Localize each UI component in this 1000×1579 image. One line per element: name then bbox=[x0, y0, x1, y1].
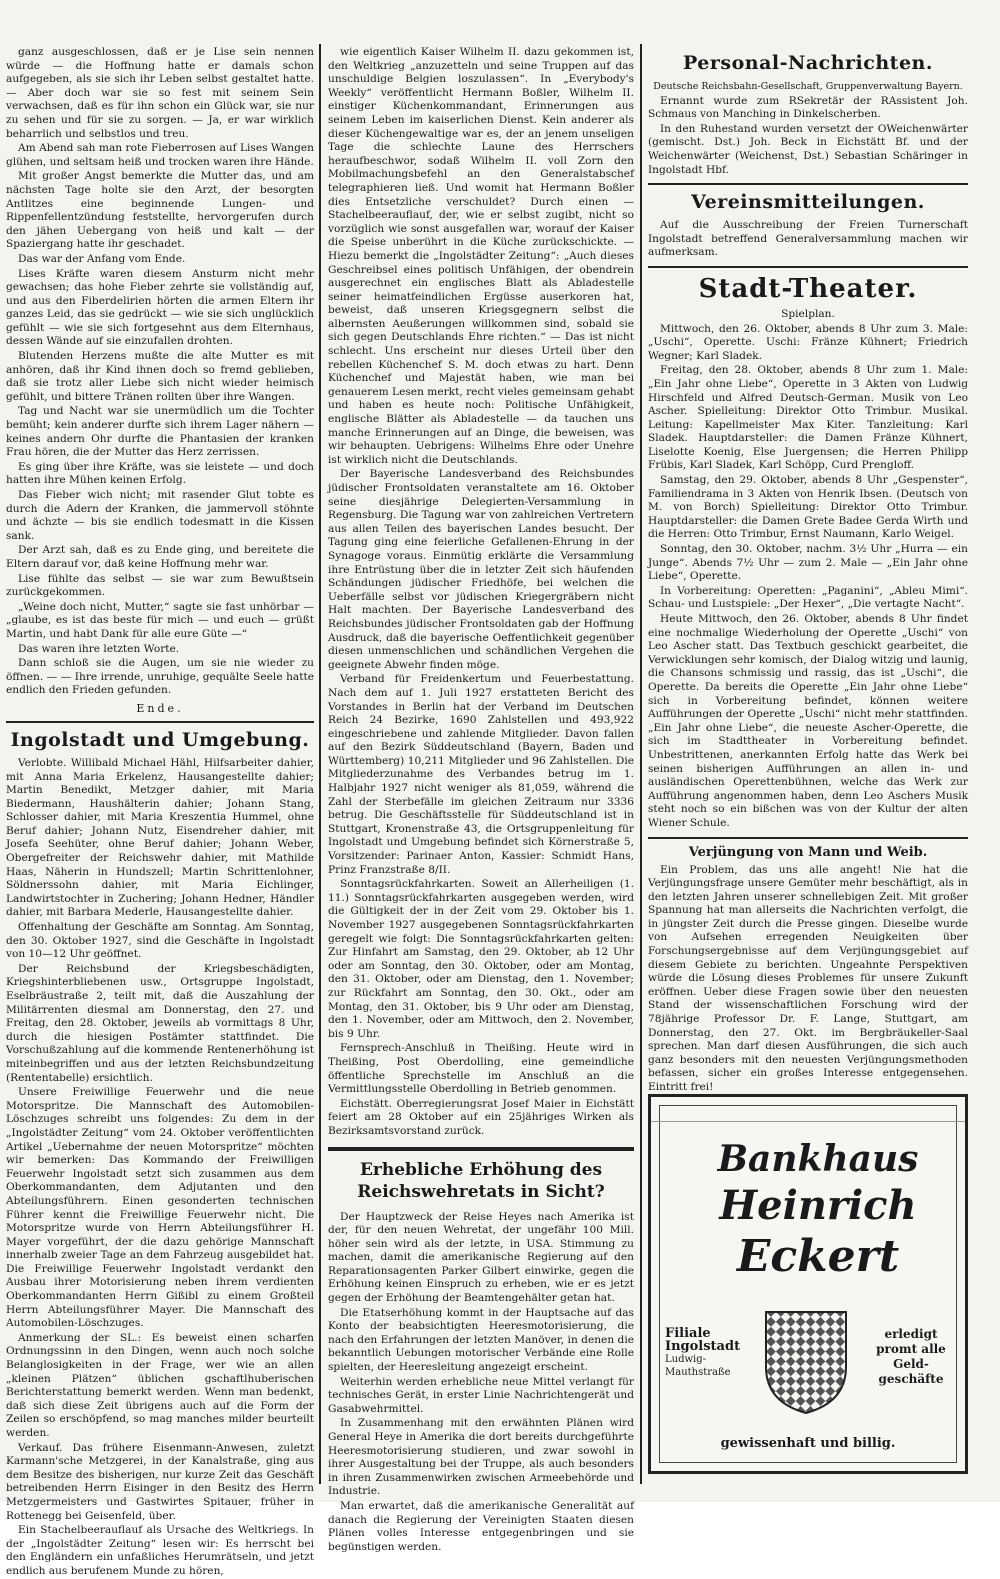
story-paragraph: Am Abend sah man rote Fieberrosen auf Lises Wangen glühen, und seltsam heiß und trocken waren ihre Hände. bbox=[6, 142, 314, 168]
ad-brand-line3: Eckert bbox=[736, 1231, 900, 1282]
story-paragraph: Das war der Anfang vom Ende. bbox=[18, 252, 186, 265]
story-paragraph: Das Fieber wich nicht; mit rasender Glut tobte es durch die Adern der Kranken, die jammervoll stöhnte und ächzte — bis sie endlich todesmatt in die Kissen sank. bbox=[6, 489, 314, 542]
verein-title: Vereinsmitteilungen. bbox=[691, 191, 925, 214]
article-paragraph: In Zusammenhang mit den erwähnten Plänen wird General Heye in Amerika die dort bereits durchgeführte Heeresmotorisierung studieren, und zwar sowohl in ihrer Ausgestaltung bei der Truppe, als auch besonders in ihren Zusammenwirken zwischen Armeebehörde und Industrie. bbox=[328, 1417, 634, 1498]
local-news-paragraph: Anmerkung der SL.: Es beweist einen scharfen Ordnungssinn in den Dingen, wenn auch noch solche Belanglosigkeiten in der Frage, wer wie an allen „kleinen Plätzen“ üblichen gschaftlhuberischen Berichterstattung bemerkt werden. Wenn man bedenkt, daß sich diese Zeit übrigens auch auf die Form der Zeilen so erschöpfend, so mag manches milder beurteilt werden. bbox=[6, 1331, 314, 1439]
article-paragraph: Eichstätt. Oberregierungsrat Josef Maier in Eichstätt feiert am 28 Oktober auf ein 25jähriges Wirken als Bezirksamtsvorstand zurück. bbox=[328, 1097, 634, 1137]
divider bbox=[648, 183, 968, 185]
ad-branch-info bbox=[665, 1327, 745, 1379]
ad-brand-logo bbox=[691, 1137, 945, 1307]
story-paragraph: Dann schloß sie die Augen, um sie nie wieder zu öffnen. — — Ihre irrende, unruhige, gequälte Seele hatte endlich den Frieden gefunden. bbox=[6, 657, 314, 697]
divider bbox=[648, 266, 968, 268]
local-news-paragraph: Verlobte. Willibald Michael Hähl, Hilfsarbeiter dahier, mit Anna Maria Erkelenz, Hausangestellte dahier; Martin Benedikt, Metzger dahier, mit Maria Biedermann, Haushälterin dahier; Johann Stang, Schlosser dahier, mit Maria Kreszentia Hummel, ohne Beruf dahier; Johann Nutz, Eisendreher dahier, mit Josefa Seehüter, ohne Beruf dahier; Johann Weber, Obergefreiter der Reichswehr dahier, mit Mathilde Haas, Näherin in Hundszell; Martin Schrittenlohner, Söldnerssohn dahier, mit Maria Eichlinger, Landwirtstochter in Zuchering; Johann Hedner, Händler dahier, mit Barbara Mederle, Hausangestellte dahier. bbox=[6, 756, 314, 919]
column-3 bbox=[648, 46, 968, 1093]
story-paragraph: ganz ausgeschlossen, daß er je Lise sein nennen würde — die Hoffnung hatte er damals schon aufgegeben, als sie sich ihr Leben selbst gestaltet hatte. — Aber doch war sie so fest mit seinem Sein verwachsen, daß es für ihn schon ein Glück war, sie nur zu sehen und für sie zu sorgen. — Ja, er war wirklich beharrlich und selbstlos und treu. bbox=[6, 46, 314, 140]
theater-title: Stadt-Theater. bbox=[698, 273, 918, 304]
article-paragraph: Fernsprech-Anschluß in Theißing. Heute wird in Theißing, Post Oberdolling, eine gemeindliche öffentliche Sprechstelle im Anschluß an die Vermittlungsstelle Oberdolling in Betrieb genommen. bbox=[328, 1042, 634, 1096]
headline-reichswehretat: Erhebliche Erhöhung des Reichswehretats in Sicht? bbox=[357, 1159, 605, 1202]
local-news-paragraph: Offenhaltung der Geschäfte am Sonntag. Am Sonntag, den 30. Oktober 1927, sind die Geschäfte in Ingolstadt von 10—12 Uhr geöffnet. bbox=[6, 921, 314, 961]
personal-subtitle: Deutsche Reichsbahn-Gesellschaft, Gruppenverwaltung Bayern. bbox=[653, 81, 963, 92]
ad-brand-line2: Heinrich bbox=[719, 1182, 917, 1229]
column-2 bbox=[328, 46, 634, 1553]
theater-paragraph: Heute Mittwoch, den 26. Oktober, abends 8 Uhr findet eine nochmalige Wiederholung der Operette „Uschi“ von Leo Ascher statt. Das Textbuch geschickt gearbeitet, die Verwicklungen sehr komisch, der Dialog witzig und launig, die Chansons schmissig und rassig, das ist „Uschi“, die Operette. Da bereits die Operette „Ein Jahr ohne Liebe“ sich in Vorbereitung befindet, können weitere Aufführungen der Operette „Uschi“ nicht mehr stattfinden. „Ein Jahr ohne Liebe“, die neueste Ascher-Operette, die sich im Stadttheater in Vorbereitung befindet. Unbestrittenen, anerkannten Erfolg hatte das Werk bei seinen bisherigen Aufführungen an allen in- und ausländischen Operettenbühnen, welche das Werk zur Aufführung angenommen haben, denn Leo Aschers Musik steht noch so ein bißchen was von der Kultur der alten Wiener Schule. bbox=[648, 613, 968, 829]
story-paragraph: Mit großer Angst bemerkte die Mutter das, und am nächsten Tage holte sie den Arzt, der besorgten Antlitzes eine beginnende Lungen- und Rippenfellentzündung feststellte, hervorgerufen durch den jähen Uebergang von heiß und kalt — der Spaziergang hatte ihr geschadet. bbox=[6, 170, 314, 251]
article-paragraph: Verband für Freidenkertum und Feuerbestattung. Nach dem auf 1. Juli 1927 erstatteten Bericht des Vorstandes in Berlin hat der Verband im Deutschen Reich 24 Bezirke, 1690 Zahlstellen und 493,922 eingeschriebene und zahlende Mitglieder. Davon fallen auf den Bezirk Süddeutschland (Bayern, Baden und Württemberg) 10,211 Mitglieder und 96 Zahlstellen. Die Mitgliederzunahme des Verbandes betrug im 1. Halbjahr 1927 nicht weniger als 81,059, während die Zahl der Sterbefälle im gleichen Zeitraum nur 3336 betrug. Die Geschäftsstelle für Süddeutschland ist in Stuttgart, Kronenstraße 43, die Ortsgruppenleitung für Ingolstadt und Umgebung befindet sich Körnerstraße 5, Vorsitzender: Parinaer Anton, Kassier: Schmidt Hans, Prinz Franzstraße 8/II. bbox=[328, 673, 634, 876]
article-paragraph: Man erwartet, daß die amerikanische Generalität auf danach die Regierung der Vereinigten Staaten diesen Plänen volles Interesse entgegenbringen und sie begünstigen werden. bbox=[328, 1499, 634, 1553]
theater-paragraph: Sonntag, den 30. Oktober, nachm. 3½ Uhr „Hurra — ein Junge“. Abends 7½ Uhr — zum 2. Male — „Ein Jahr ohne Liebe“, Operette. bbox=[648, 543, 968, 583]
personal-paragraph: In den Ruhestand wurden versetzt der OWeichenwärter (gemischt. Dst.) Joh. Beck in Eichstätt Bf. und der Weichenwärter (Weichenst, Dst.) Sebastian Schäringer in Ingolstadt Hbf. bbox=[648, 122, 968, 176]
personal-news bbox=[648, 95, 968, 178]
column-1 bbox=[6, 46, 314, 1577]
article-reichswehretat bbox=[328, 1211, 634, 1555]
local-news-paragraph: Unsere Freiwillige Feuerwehr und die neue Motorspritze. Die Mannschaft des Automobilen-Löschzuges schreibt uns folgendes: Zu dem in der „Ingolstädter Zeitung“ vom 24. Oktober veröffentlichten Artikel „Uebernahme der neuen Motorspritze“ möchten wir bemerken: Das Kommando der Freiwilligen Feuerwehr Ingolstadt setzt sich zusammen aus dem Oberkommandanten, dem Adjutanten und den Abteilungsführern. Einen gesonderten technischen Führer kennt die Freiwillige Feuerwehr nicht. Die Motorspritze wurde von Herrn Abteilungsführer H. Mayer vorgeführt, der die dazu gehörige Mannschaft innerhalb zweier Tage an dem Fahrzeug ausgebildet hat. Die Freiwillige Feuerwehr Ingolstadt verdankt den Ausbau ihrer Motorisierung neben ihrem verdienten Oberkommandanten Herrn Gißibl zu einem Großteil Herrn Abteilungsführer Mayer. Die Mannschaft des Automobilen-Löschzuges. bbox=[6, 1086, 314, 1330]
story-paragraph: Tag und Nacht war sie unermüdlich um die Tochter bemüht; kein anderer durfte sich ihrem Lager nähern — keines andern Ohr durfte die Phantasien der kranken Frau hören, die der Mutter das Herz zerrissen. bbox=[6, 405, 314, 459]
personal-title: Personal-Nachrichten. bbox=[683, 52, 933, 74]
story-paragraph: Das waren ihre letzten Worte. bbox=[18, 642, 180, 655]
bank-advertisement bbox=[648, 1094, 968, 1474]
divider bbox=[328, 1147, 634, 1151]
article-paragraph: Der Bayerische Landesverband des Reichsbundes jüdischer Frontsoldaten veranstaltete am 16. Oktober seine diesjährige Delegierten-Versammlung in Regensburg. Die Tagung war von zahlreichen Vertretern aus allen Teilen des bayerischen Landes besucht. Der Tagung ging eine feierliche Gefallenen-Ehrung in der Synagoge voraus. Einmütig erklärte die Versammlung ihre Entrüstung über die in letzter Zeit sich häufenden Schändungen jüdischer Friedhöfe, bei welchen die Ueberfälle selbst vor jüdischen Kriegergräbern nicht Halt machten. Der Bayerische Landesverband des Reichsbundes jüdischer Frontsoldaten gab der Hoffnung Ausdruck, daß die bayerische Oeffentlichkeit gegenüber diesen unmenschlichen und schändlichen Vergehen die geeignete Abwehr finden möge. bbox=[328, 468, 634, 671]
article-paragraph: Weiterhin werden erhebliche neue Mittel verlangt für technisches Gerät, in erster Linie Nachrichtengerät und Gasabwehrmittel. bbox=[328, 1375, 634, 1415]
theater-paragraph: Samstag, den 29. Oktober, abends 8 Uhr „Gespenster“, Familiendrama in 3 Akten von Henrik Ibsen. (Deutsch von M. von Borch) Spielleitung: Direktor Otto Trimbur. Hauptdarsteller: die Damen Grete Badee Gerda Wirth und die Herren: Otto Trimbur, Ernst Naumann, Karlo Weigel. bbox=[648, 474, 968, 541]
local-news-paragraph: Verkauf. Das frühere Eisenmann-Anwesen, zuletzt Karmann'sche Metzgerei, in der Kanalstraße, ging aus dem Besitze des bisherigen, nur kurze Zeit das Geschäft betreibenden Herrn Eisinger in den Besitz des Herrn Metzgermeisters und Gastwirtes Spitauer, früher in Rottenegg bei Geisenfeld, über. bbox=[6, 1441, 314, 1522]
ad-decor-line bbox=[651, 1121, 965, 1122]
story-paragraph: Der Arzt sah, daß es zu Ende ging, und bereitete die Eltern darauf vor, daß keine Hoffnung mehr war. bbox=[6, 544, 314, 570]
divider bbox=[648, 837, 968, 839]
article-paragraph: Die Etatserhöhung kommt in der Hauptsache auf das Konto der beabsichtigten Heeresmotorisierung, die nach den Erfahrungen der letzten Manöver, in denen die bekanntlich Uebungen motorischer Verbände eine Rolle spielten, der Heeresleitung angezeigt erscheint. bbox=[328, 1306, 634, 1374]
ad-branch-street: Ludwig- Mauthstraße bbox=[665, 1354, 731, 1378]
article-paragraph: Der Hauptzweck der Reise Heyes nach Amerika ist der, für den neuen Wehretat, der ungefähr 100 Mill. höher sein wird als der letzte, in USA. Stimmung zu machen, damit die amerikanische Regierung auf den Reparationsagenten Parker Gilbert einwirke, gegen die Erhöhung keinen Einspruch zu erheben, wie er es jetzt gegen der Erhöhung der Beamtengehälter getan hat. bbox=[328, 1210, 634, 1305]
theater-paragraph: Mittwoch, den 26. Oktober, abends 8 Uhr zum 3. Male: „Uschi“, Operette. Uschi: Fränze Kühnert; Friedrich Wegner; Karl Sladek. bbox=[648, 322, 968, 362]
ad-slogan: gewissenhaft und billig. bbox=[720, 1436, 896, 1451]
story-end bbox=[6, 46, 314, 698]
verjuengung-text: Ein Problem, das uns alle angeht! Nie hat die Verjüngungsfrage unsere Gemüter mehr beschäftigt, als in den letzten Jahren unserer schnellebigen Zeit. Mit großer Spannung hat man allerseits die Nachrichten verfolgt, die in jüngster Zeit durch die Presse gingen. Dieselbe wurde von Aufsehen erregenden Neuigkeiten über Forschungsergebnisse auf dem Verjüngungsgebiet auf diesem Gebiete zu berichten. Ungeahnte Perspektiven würde die Lösung dieses Problemes für unsere Zukunft eröffnen. Ueber diese Fragen sowie über den neuesten Stand der wissenschaftlichen Forschung wird der 78jährige Professor Dr. F. Lange, Stuttgart, am Donnerstag, den 27. Okt. im Bergbräukeller-Saal sprechen. Man darf diesen Ausführungen, die sich auch ganz besonders mit den neuesten Verjüngungsmethoden befassen, sicher ein großes Interesse entgegensehen. Eintritt frei! bbox=[648, 863, 968, 1093]
story-paragraph: Lises Kräfte waren diesem Ansturm nicht mehr gewachsen; das hohe Fieber zehrte sie vollständig auf, und aus den Fiberdelirien hörten die armen Eltern ihr ganzes Leid, das sie gedrückt — wie sie sich unglücklich gefühlt — wie sie sich fortgesehnt aus dem Elternhaus, dessen Wände auf sie einzufallen drohten. bbox=[6, 267, 314, 348]
story-paragraph: Lise fühlte das selbst — sie war zum Bewußtsein zurückgekommen. bbox=[6, 572, 314, 599]
verein-text: Auf die Ausschreibung der Freien Turnerschaft Ingolstadt betreffend Generalversammlung machen wir aufmerksam. bbox=[648, 219, 968, 259]
article-paragraph: Sonntagsrückfahrkarten. Soweit an Allerheiligen (1. 11.) Sonntagsrückfahrkarten ausgegeben werden, wird die Gültigkeit der in der Zeit vom 29. Oktober bis 1. November 1927 ausgegebenen Sonntagsrückfahrkarten geregelt wie folgt: Die Sonntagsrückfahrkarten gelten: Zur Hinfahrt am Samstag, den 29. Oktober, ab 12 Uhr oder am Sonntag, den 30. Oktober, oder am Montag, den 31. Oktober, oder am Dienstag, den 1. November; zur Rückfahrt am Sonntag, den 30. Okt., oder am Montag, den 31. Oktober, bis 9 Uhr oder am Dienstag, den 1. November, oder am Mittwoch, den 2. November, bis 9 Uhr. bbox=[328, 878, 634, 1040]
column-rule-2 bbox=[640, 44, 642, 1484]
spielplan-label: Spielplan. bbox=[781, 307, 835, 320]
ad-brand-line1: Bankhaus bbox=[717, 1138, 919, 1180]
local-news-paragraph: Ein Stachelbeerauflauf als Ursache des Weltkriegs. In der „Ingolstädter Zeitung“ lesen wir: Es herrscht bei den Engländern ein unfaßliches Herumrätseln, und jetzt endlich aus berufenem Munde zu hören, bbox=[6, 1524, 314, 1577]
theater-paragraph: In Vorbereitung: Operetten: „Paganini“, „Ableu Mimi“. Schau- und Lustspiele: „Der Hexer“, „Die vertagte Nacht“. bbox=[648, 584, 968, 611]
ad-services: erledigt promt alle Geld- geschäfte bbox=[876, 1327, 946, 1386]
ad-branch-city: Ingolstadt bbox=[665, 1339, 741, 1354]
ad-branch-label: Filiale bbox=[665, 1326, 711, 1341]
personal-paragraph: Ernannt wurde zum RSekretär der RAssistent Joh. Schmaus von Manching in Dinkelscherben. bbox=[648, 94, 968, 121]
story-paragraph: Blutenden Herzens mußte die alte Mutter es mit anhören, daß ihr Kind ihnen doch so fremd geblieben, daß sie trotz aller Liebe sich nicht wieder heimisch gefühlt, und bittere Tränen rollten über ihre Wangen. bbox=[6, 350, 314, 403]
theater-paragraph: Freitag, den 28. Oktober, abends 8 Uhr zum 1. Male: „Ein Jahr ohne Liebe“, Operette in 3 Akten von Ludwig Hirschfeld und Alfred Deutsch-German. Musik von Leo Ascher. Spielleitung: Direktor Otto Trimbur. Musikal. Leitung: Kapellmeister Max Kiter. Tanzleitung: Karl Sladek. Hauptdarsteller: die Damen Fränze Kühnert, Liselotte Koenig, Else Juergensen; die Herren Philipp Frübis, Karl Sladek, Karl Schöpp, Curd Prengloff. bbox=[648, 364, 968, 472]
divider bbox=[6, 721, 314, 723]
local-news bbox=[6, 757, 314, 1579]
column-rule-1 bbox=[319, 44, 321, 1484]
verjuengung-title: Verjüngung von Mann und Weib. bbox=[688, 844, 928, 860]
local-news-paragraph: Der Reichsbund der Kriegsbeschädigten, Kriegshinterbliebenen usw., Ortsgruppe Ingolstadt, Eselbräustraße 2, teilt mit, daß die Auszahlung der Militärrenten diesmal am Donnerstag, den 27. und Freitag, den 28. Oktober, jeweils ab vormittags 8 Uhr, durch die hiesigen Postämter stattfindet. Die Vorschußzahlung auf die kommende Rentenerhöhung ist miteinbegriffen und aus der letzten Reichsbundzeitung (Rententabelle) ersichtlich. bbox=[6, 962, 314, 1084]
story-paragraph: Es ging über ihre Kräfte, was sie leistete — und doch hatten ihre Mühen keinen Erfolg. bbox=[6, 460, 314, 487]
article-paragraph: wie eigentlich Kaiser Wilhelm II. dazu gekommen ist, den Weltkrieg „anzuzetteln und seine Truppen auf das unschuldige Belgien loszulassen“. In „Everybody's Weekly“ veröffentlicht Hermann Boßler, Wilhelm II. einstiger Küchenkommandant, Erinnerungen aus seinem Leben im kaiserlichen Dienst. Kein anderer als dieser Küchengewaltige war es, der an jenem unseligen Tage die schlechte Laune des Herrschers heraufbeschwor, sodaß Wilhelm II. voll Zorn den Mobilmachungsbefehl an den Generalstabschef telegraphieren ließ. Und womit hat Hermann Boßler dies Entsetzliche verschuldet? Durch einen — Stachelbeerauflauf, der, wie er selbst zugibt, nicht so vorzüglich wie sonst ausgefallen war, worauf der Kaiser die Speise unberührt in die Küche zurückschickte. — Hiezu bemerkt die „Ingolstädter Zeitung“: „Auch dieses Geschreibsel eines politisch Unfähigen, der obendrein ausgerechnet ein englisches Blatt als Abladestelle seiner heimatfeindlichen Ergüsse auserkoren hat, beweist, daß unseren Kriegsgegnern selbst die albernsten Aeußerungen willkommen sind, sobald sie sich gegen Deutschlands Ehre richten.“ — Das ist nicht schlecht. Uns erscheint nur dieses Urteil über den rebellen Küchenchef S. M. doch etwas zu hart. Denn Küchenchef und Majestät haben, wie man bei genauerem Lesen merkt, recht vieles gemeinsam gehabt und haben es heute noch: Politische Unfähigkeit, englische Blätter als Abladestelle — da tauchen uns manche Erinnerungen auf an Dinge, die beweisen, was wir behaupten. Uebrigens: Wilhelms Ehre oder Unehre ist wirklich nicht die Deutschlands. bbox=[328, 46, 634, 466]
story-end-marker: Ende. bbox=[136, 701, 184, 715]
bavarian-shield-icon bbox=[761, 1307, 851, 1417]
column-2-articles bbox=[328, 46, 634, 1139]
theater-program bbox=[648, 323, 968, 831]
section-title-ingolstadt: Ingolstadt und Umgebung. bbox=[10, 728, 310, 751]
story-paragraph: „Weine doch nicht, Mutter,“ sagte sie fast unhörbar — „glaube, es ist das beste für mich — und euch — grüßt Martin, und habt Dank für alle eure Güte —“ bbox=[6, 600, 314, 640]
